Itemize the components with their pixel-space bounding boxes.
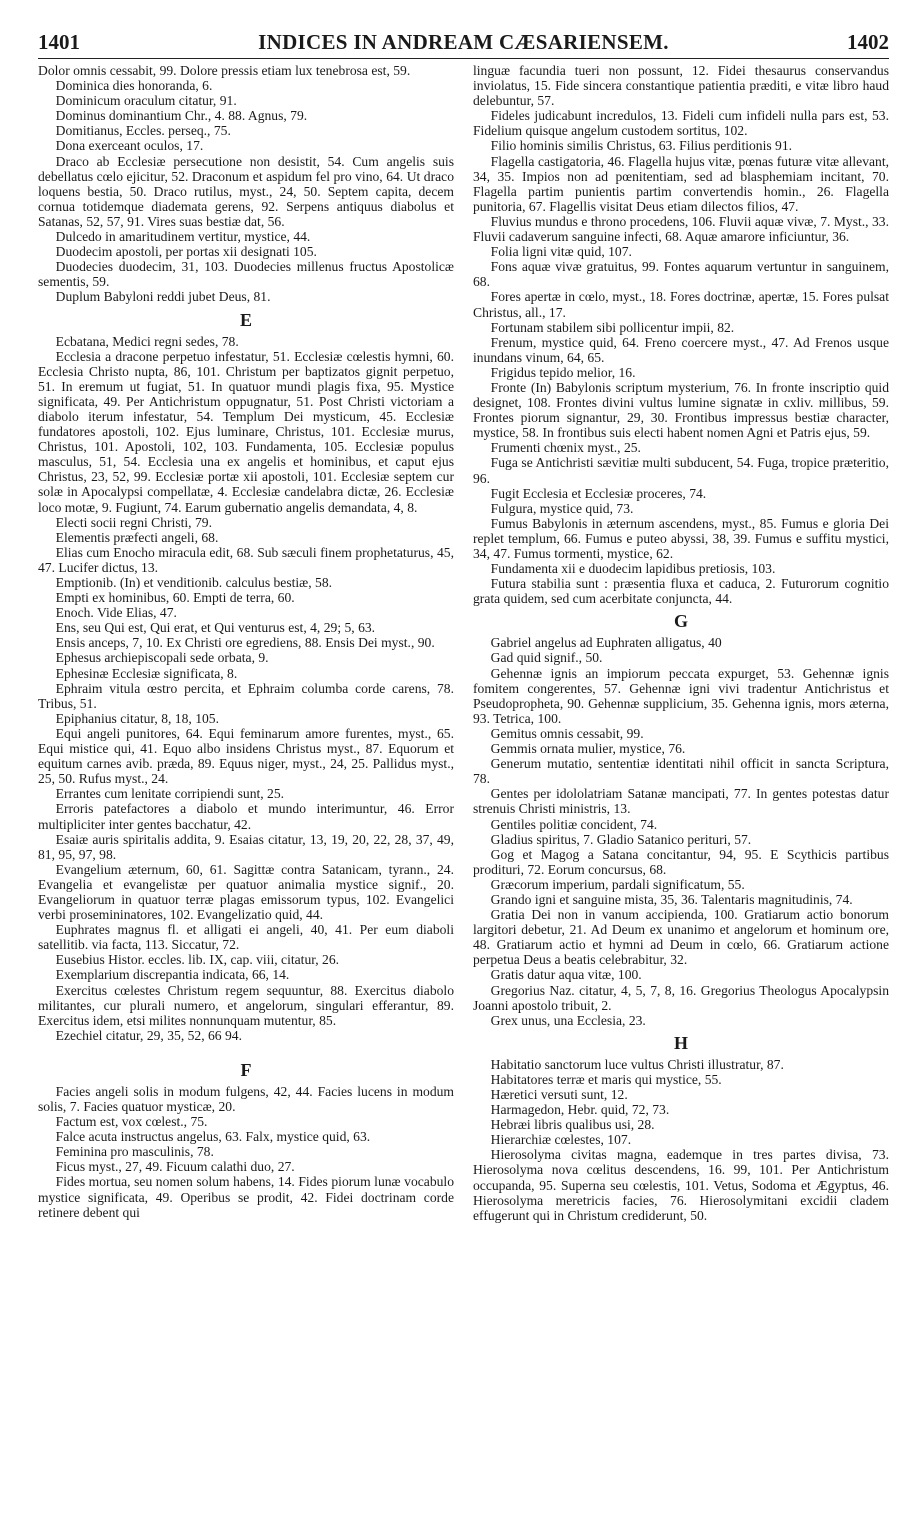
index-entry: Hebræi libris qualibus usi, 28. — [490, 1117, 655, 1133]
index-entry: Hierosolyma civitas magna, eademque in tres partes divisa, 73. Hierosolyma nova cœlitus descendens, 16. 99, 101. Per Antichristum occupanda, 95. Superna seu cœlestis, 101. Vetus, Sodoma et Ægyptus, 46. Hierosolyma meretricis facies, 76. Hierosolymitani excidii cladem effugerunt qui in Christum crediderunt, 50. — [473, 1147, 889, 1223]
index-entry: Gemmis ornata mulier, mystice, 76. — [490, 741, 686, 757]
index-entry: Fumus Babylonis in æternum ascendens, myst., 85. Fumus e gloria Dei replet templum, 66. Fumus e puteo abyssi, 38, 39. Fumus e suffitu mystici, 34, 47. Fumus tormenti, mystice, 62. — [473, 515, 889, 561]
running-header — [38, 30, 889, 59]
index-entry: Filio hominis similis Christus, 63. Filius perditionis 91. — [490, 138, 793, 154]
index-entry: Duodecim apostoli, per portas xii designati 105. — [55, 244, 317, 260]
index-entry: Gregorius Naz. citatur, 4, 5, 7, 8, 16. Gregorius Theologus Apocalypsin Joanni apostolo tribuit, 2. — [473, 982, 889, 1013]
index-entry: Facies angeli solis in modum fulgens, 42, 44. Facies lucens in modum solis, 7. Facies quatuor mysticæ, 20. — [38, 1083, 454, 1114]
index-entry: Equi angeli punitores, 64. Equi feminarum amore furentes, myst., 65. Equi mistice qui, 41. Equo albo insidens Christus myst., 87. Equorum et equitum carnes avib. præda, 89. Equus niger, myst., 24, 25. Pallidus myst., 25, 50. Rufus myst., 24. — [38, 725, 454, 787]
index-entry: Harmagedon, Hebr. quid, 72, 73. — [490, 1102, 670, 1118]
index-entry: Frenum, mystice quid, 64. Freno coercere myst., 47. Ad Frenos usque inundans vinum, 64, 65. — [473, 334, 889, 365]
index-entry: Gentes per idololatriam Satanæ mancipati, 77. In gentes potestas datur strenuis Christi ministris, 13. — [473, 786, 889, 817]
index-entry: Gad quid signif., 50. — [490, 650, 603, 666]
index-entry: Fides mortua, seu nomen solum habens, 14. Fides piorum lunæ vocabulo mystice significata, 49. Operibus se prodit, 42. Fidei doctrinam corde retinere debent qui — [38, 1174, 454, 1220]
entries-f-continued — [473, 63, 889, 606]
index-entry: Ezechiel citatur, 29, 35, 52, 66 94. — [55, 1027, 242, 1043]
index-entry: Falce acuta instructus angelus, 63. Falx, mystice quid, 63. — [55, 1129, 371, 1145]
index-entry: Gladius spiritus, 7. Gladio Satanico perituri, 57. — [490, 831, 752, 847]
entries-g — [473, 635, 889, 1027]
index-entry: Fronte (In) Babylonis scriptum mysterium, 76. In fronte inscriptio quid designet, 108. Frontes divini vultus lumine signatæ in cxliv. millibus, 59. Frontes piorum signantur, 29, 30. Frontibus impressus bestiæ character, mystice, 58. In frontibus suis electi habent nomen Agni et Patris ejus, 59. — [473, 379, 889, 441]
page-number-left: 1401 — [38, 30, 80, 54]
right-column — [473, 63, 889, 1223]
index-entry: Elementis præfecti angeli, 68. — [55, 529, 219, 545]
entries-d — [38, 63, 454, 305]
index-entry: Fulgura, mystice quid, 73. — [490, 500, 634, 516]
index-entry: Gog et Magog a Satana concitantur, 94, 95. E Scythicis partibus prodituri, 72. Eorum concursus, 68. — [473, 846, 889, 877]
index-entry: Frumenti chœnix myst., 25. — [490, 440, 641, 456]
entries-f — [38, 1084, 454, 1220]
index-entry: linguæ facundia tueri non possunt, 12. Fidei thesaurus conservandus inviolatus, 15. Fide sincera constantique patientia præditi, e vitæ libro haud delebuntur, 57. — [473, 63, 889, 109]
index-entry: Dominicum oraculum citatur, 91. — [55, 93, 237, 109]
index-entry: Dominica dies honoranda, 6. — [55, 78, 213, 94]
index-entry: Elias cum Enocho miracula edit, 68. Sub sæculi finem prophetaturus, 45, 47. Lucifer dictus, 13. — [38, 544, 454, 575]
index-entry: Habitatio sanctorum luce vultus Christi illustratur, 87. — [490, 1056, 784, 1072]
index-entry: Ephesus archiepiscopali sede orbata, 9. — [55, 650, 269, 666]
index-entry: Generum mutatio, sententiæ identitati nihil officit in sancta Scriptura, 78. — [473, 756, 889, 787]
index-entry: Grando igni et sanguine mista, 35, 36. Talentaris magnitudinis, 74. — [490, 891, 853, 907]
index-entry: Grex unus, una Ecclesia, 23. — [490, 1012, 646, 1028]
index-entry: Flagella castigatoria, 46. Flagella hujus vitæ, pœnas futuræ vitæ allevant, 34, 35. Impios non ad pœnitentiam, sed ad blasphemiam incitant, 70. Flagella partim punientis partim convertendis homin., 26. Flagella punitoria, 67. Flagellis visitat Deus etiam dilectos filios, 47. — [473, 153, 889, 214]
index-entry: Exemplarium discrepantia indicata, 66, 14. — [55, 967, 290, 983]
index-entry: Hæretici versuti sunt, 12. — [490, 1087, 628, 1102]
index-entry: Fideles judicabunt incredulos, 13. Fideli cum infideli nulla pars est, 53. Fidelium quisque angelum custodem sortitus, 102. — [473, 108, 889, 139]
entries-e — [38, 334, 454, 1043]
index-entry: Ephesinæ Ecclesiæ significata, 8. — [55, 665, 238, 681]
index-entry: Euphrates magnus fl. et alligati ei angeli, 40, 41. Per eum diaboli satellitib. via facta, 113. Siccatur, 72. — [38, 922, 454, 953]
index-entry: Ficus myst., 27, 49. Ficuum calathi duo, 27. — [55, 1159, 295, 1175]
index-entry: Fugit Ecclesia et Ecclesiæ proceres, 74. — [490, 485, 707, 501]
index-entry: Esaiæ auris spiritalis addita, 9. Esaias citatur, 13, 19, 20, 22, 28, 37, 49, 81, 95, 97, 98. — [38, 831, 454, 862]
index-entry: Hierarchiæ cœlestes, 107. — [490, 1132, 632, 1148]
index-entry: Ecbatana, Medici regni sedes, 78. — [55, 333, 239, 349]
index-entry: Dolor omnis cessabit, 99. Dolore pressis etiam lux tenebrosa est, 59. — [38, 63, 411, 78]
index-entry: Ephraim vitula œstro percita, et Ephraim columba corde carens, 78. Tribus, 51. — [38, 680, 454, 711]
index-entry: Gentiles politiæ concident, 74. — [490, 816, 658, 832]
index-entry: Fores apertæ in cœlo, myst., 18. Fores doctrinæ, apertæ, 15. Fores pulsat Christus, all., 17. — [473, 289, 889, 320]
index-entry: Gehennæ ignis an impiorum peccata expurget, 53. Gehennæ ignis fomitem congerentes, 57. Gehennæ igni vivi tradentur Antichristus et Pseudopropheta, 90. Gehennæ supplicium, 35. Gehenna ignis, mors æterna, 93. Tetrica, 100. — [473, 665, 889, 726]
index-entry: Epiphanius citatur, 8, 18, 105. — [55, 710, 219, 726]
page-number-right: 1402 — [847, 30, 889, 54]
index-entry: Frigidus tepido melior, 16. — [490, 364, 636, 380]
index-entry: Gratis datur aqua vitæ, 100. — [490, 967, 642, 983]
index-entry: Feminina pro masculinis, 78. — [55, 1144, 214, 1160]
index-entry: Ensis anceps, 7, 10. Ex Christi ore egrediens, 88. Ensis Dei myst., 90. — [55, 635, 435, 651]
page-title: INDICES IN ANDREAM CÆSARIENSEM. — [258, 30, 669, 54]
index-entry: Duodecies duodecim, 31, 103. Duodecies millenus fructus Apostolicæ sementis, 59. — [38, 259, 454, 290]
index-entry: Gabriel angelus ad Euphraten alligatus, 40 — [490, 635, 722, 651]
section-heading-g: G — [673, 611, 688, 632]
section-heading-h: H — [673, 1032, 688, 1053]
index-entry: Dominus dominantium Chr., 4. 88. Agnus, 79. — [55, 108, 308, 124]
section-heading-e: E — [239, 309, 252, 330]
index-entry: Gratia Dei non in vanum accipienda, 100. Gratiarum actio bonorum largitori debetur, 21. Ad Deum ex unanimo et angelorum et hominum ore, 48. Gratiarum actio et hymni ad Deum in cœlo, 66. Gratiarum actione perpetua Deus a beatis celebrabitur, 32. — [473, 907, 889, 968]
index-entry: Dona exerceant oculos, 17. — [55, 138, 204, 154]
index-entry: Ecclesia a dracone perpetuo infestatur, 51. Ecclesiæ cœlestis hymni, 60. Ecclesia Christo nupta, 86, 101. Christum per baptizatos gignit perpetuo, 51. In eremum ut fugiat, 51. In quatuor mundi plagis fixa, 95. Mystice significata, 49. Per Antichristum oppugnatur, 51. Post Christi victoriam a diabolo iterum infestatur, 54. Templum Dei mysticum, 45. Ecclesiæ fundatores apostoli, 102. Ejus luminare, Christus, 101. Ecclesiæ murus, Christus, 101. Apostoli, 102, 103. Fundamenta, 105. Ecclesiæ populus masculus, 51, 54. Ecclesia una ex angelis et hominibus, et caput ejus Christus, 23, 52, 99. Ecclesiæ portæ xii apostoli, 101. Ecclesiæ septem cur solæ in Apocalypsi compellatæ, 4. Ecclesiæ candelabra dictæ, 26. Ecclesiæ loco motæ, 9. Fugiunt, 74. Earum gubernatio angelis demandata, 4, 8. — [38, 348, 454, 515]
index-entry: Eusebius Histor. eccles. lib. IX, cap. viii, citatur, 26. — [55, 952, 340, 968]
index-columns — [38, 63, 889, 1223]
index-entry: Electi socii regni Christi, 79. — [55, 514, 212, 530]
index-entry: Errantes cum lenitate corripiendi sunt, 25. — [55, 786, 285, 802]
index-entry: Dulcedo in amaritudinem vertitur, mystice, 44. — [55, 229, 311, 245]
index-entry: Gemitus omnis cessabit, 99. — [490, 725, 644, 741]
index-entry: Fons aquæ vivæ gratuitus, 99. Fontes aquarum vertuntur in sanguinem, 68. — [473, 259, 889, 290]
index-entry: Factum est, vox cœlest., 75. — [55, 1114, 208, 1130]
index-entry: Domitianus, Eccles. perseq., 75. — [55, 123, 231, 139]
index-entry: Exercitus cœlestes Christum regem sequuntur, 88. Exercitus diabolo militantes, cur plurali numero, et angelorum, singulari efferantur, 89. Exercitus idem, etsi milites nonnunquam mutentur, 85. — [38, 982, 454, 1028]
index-entry: Empti ex hominibus, 60. Empti de terra, 60. — [55, 590, 295, 606]
section-heading-f: F — [240, 1059, 252, 1080]
index-entry: Duplum Babyloni reddi jubet Deus, 81. — [55, 289, 271, 305]
index-entry: Fundamenta xii e duodecim lapidibus pretiosis, 103. — [490, 561, 776, 577]
index-entry: Folia ligni vitæ quid, 107. — [490, 244, 632, 260]
index-entry: Futura stabilia sunt : præsentia fluxa et caduca, 2. Futurorum cognitio grata quidem, sed cum acerbitate conjuncta, 44. — [473, 576, 889, 607]
index-entry: Erroris patefactores a diabolo et mundo interimuntur, 46. Error multipliciter inter gentes bacchatur, 42. — [38, 801, 454, 832]
index-entry: Fortunam stabilem sibi pollicentur impii, 82. — [490, 319, 735, 335]
index-entry: Emptionib. (In) et venditionib. calculus bestiæ, 58. — [55, 575, 333, 590]
index-entry: Fuga se Antichristi sævitiæ multi subducent, 54. Fuga, tropice præteritio, 96. — [473, 455, 889, 486]
index-entry: Habitatores terræ et maris qui mystice, 55. — [490, 1071, 722, 1087]
index-entry: Enoch. Vide Elias, 47. — [55, 605, 177, 621]
entries-h — [473, 1057, 889, 1223]
index-entry: Draco ab Ecclesiæ persecutione non desistit, 54. Cum angelis suis debellatus cœlo ejicitur, 52. Draconum et aspidum fel pro vino, 64. Ut draco loquens bestia, 50. Draco rutilus, myst., 24, 50. Septem capita, decem cornua totidemque diademata gerens, 92. Serpens antiquus diabolus et Satanas, 52, 57, 91. Vires suas bestiæ dat, 56. — [38, 153, 454, 229]
index-entry: Evangelium æternum, 60, 61. Sagittæ contra Satanicam, tyrann., 24. Evangelia et evangelistæ per quatuor animalia mystice signif., 20. Evangeliorum in quatuor terræ plagas emissorum typus, 102. Evangelici verbi prosemininatores, 102. Evangelizatio quid, 44. — [38, 861, 454, 923]
index-entry: Fluvius mundus e throno procedens, 106. Fluvii aquæ vivæ, 7. Myst., 33. Fluvii cadaverum sanguine infecti, 68. Aquæ amarore inficiuntur, 36. — [473, 213, 889, 245]
index-entry: Græcorum imperium, pardali significatum, 55. — [490, 876, 745, 892]
index-entry: Ens, seu Qui est, Qui erat, et Qui venturus est, 4, 29; 5, 63. — [55, 620, 376, 636]
left-column — [38, 63, 454, 1223]
